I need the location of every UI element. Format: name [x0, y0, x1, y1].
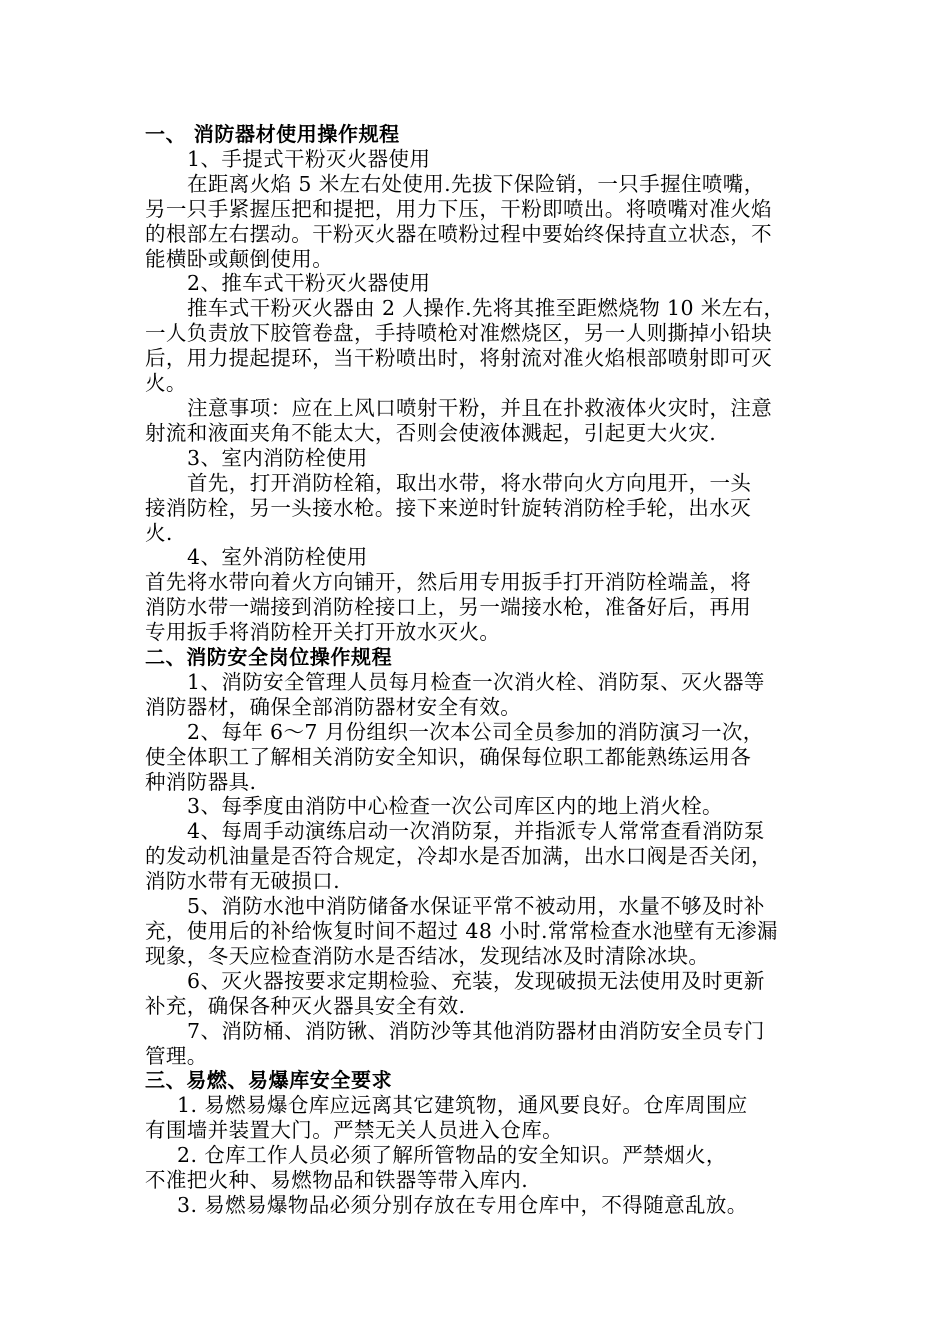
subsection-title: 4、室外消防栓使用	[187, 545, 368, 570]
paragraph-line: 专用扳手将消防栓开关打开放水灭火。	[145, 620, 501, 645]
note-line: 注意事项：应在上风口喷射干粉，并且在扑救液体火灾时，注意	[187, 395, 773, 420]
paragraph-line: 首先将水带向着火方向铺开，然后用专用扳手打开消防栓端盖，将	[145, 570, 752, 595]
list-item-line: 5、消防水池中消防储备水保证平常不被动用，水量不够及时补	[187, 894, 765, 919]
list-item-line: 1. 易燃易爆仓库应远离其它建筑物，通风要良好。仓库周围应	[177, 1093, 748, 1118]
list-item-line: 3. 易燃易爆物品必须分别存放在专用仓库中，不得随意乱放。	[177, 1192, 748, 1217]
list-item-line: 6、灭火器按要求定期检验、充装，发现破损无法使用及时更新	[187, 968, 765, 993]
list-item-line: 不准把火种、易燃物品和铁器等带入库内.	[145, 1168, 529, 1193]
paragraph-line: 后，用力提起提环，当干粉喷出时，将射流对准火焰根部喷射即可灭	[145, 346, 772, 371]
list-item-line: 消防水带有无破损口.	[145, 869, 341, 894]
section-3-title: 三、易燃、易爆库安全要求	[145, 1068, 393, 1093]
paragraph-line: 能横卧或颠倒使用。	[145, 246, 334, 271]
subsection-title: 3、室内消防栓使用	[187, 445, 368, 470]
subsection-title: 1、手提式干粉灭火器使用	[187, 146, 431, 171]
section-2-title: 二、消防安全岗位操作规程	[145, 645, 393, 670]
paragraph-line: 消防水带一端接到消防栓接口上，另一端接水枪，准备好后，再用	[145, 595, 752, 620]
paragraph-line: 接消防栓，另一头接水枪。接下来逆时针旋转消防栓手轮，出水灭	[145, 495, 752, 520]
list-item-line: 7、消防桶、消防锹、消防沙等其他消防器材由消防安全员专门	[187, 1018, 765, 1043]
section-1-title: 一、 消防器材使用操作规程	[145, 122, 400, 146]
paragraph-line: 另一只手紧握压把和提把，用力下压，干粉即喷出。将喷嘴对准火焰	[145, 196, 772, 221]
paragraph-line: 推车式干粉灭火器由 2 人操作.先将其推至距燃烧物 10 米左右，	[187, 296, 785, 321]
paragraph-line: 火.	[145, 520, 173, 545]
list-item-line: 2、每年 6～7 月份组织一次本公司全员参加的消防演习一次，	[187, 719, 764, 744]
list-item-line: 现象，冬天应检查消防水是否结冰，发现结冰及时清除冰块。	[145, 943, 710, 968]
list-item-line: 使全体职工了解相关消防安全知识，确保每位职工都能熟练运用各	[145, 744, 752, 769]
list-item-line: 管理。	[145, 1043, 208, 1068]
paragraph-line: 一人负责放下胶管卷盘，手持喷枪对准燃烧区，另一人则撕掉小铅块	[145, 321, 772, 346]
list-item-line: 充，使用后的补给恢复时间不超过 48 小时.常常检查水池壁有无渗漏	[145, 919, 778, 943]
document-page	[145, 122, 805, 1218]
list-item-line: 3、每季度由消防中心检查一次公司库区内的地上消火栓。	[187, 794, 723, 819]
list-item-line: 补充，确保各种灭火器具安全有效.	[145, 993, 466, 1018]
paragraph-line: 火。	[145, 371, 187, 396]
list-item-line: 1、消防安全管理人员每月检查一次消火栓、消防泵、灭火器等	[187, 669, 765, 694]
list-item-line: 2. 仓库工作人员必须了解所管物品的安全知识。严禁烟火，	[177, 1143, 727, 1168]
paragraph-line: 首先，打开消防栓箱，取出水带，将水带向火方向甩开，一头	[187, 470, 752, 495]
list-item-line: 的发动机油量是否符合规定，冷却水是否加满，出水口阀是否关闭，	[145, 844, 772, 869]
paragraph-line: 在距离火焰 5 米左右处使用.先拔下保险销，一只手握住喷嘴，	[187, 171, 765, 196]
list-item-line: 有围墙并装置大门。严禁无关人员进入仓库。	[145, 1118, 563, 1143]
list-item-line: 种消防器具.	[145, 769, 257, 794]
paragraph-line: 的根部左右摆动。干粉灭火器在喷粉过程中要始终保持直立状态，不	[145, 221, 772, 246]
list-item-line: 消防器材，确保全部消防器材安全有效。	[145, 694, 522, 719]
list-item-line: 4、每周手动演练启动一次消防泵，并指派专人常常查看消防泵	[187, 819, 765, 844]
subsection-title: 2、推车式干粉灭火器使用	[187, 271, 431, 296]
note-line: 射流和液面夹角不能太大，否则会使液体溅起，引起更大火灾.	[145, 420, 717, 445]
